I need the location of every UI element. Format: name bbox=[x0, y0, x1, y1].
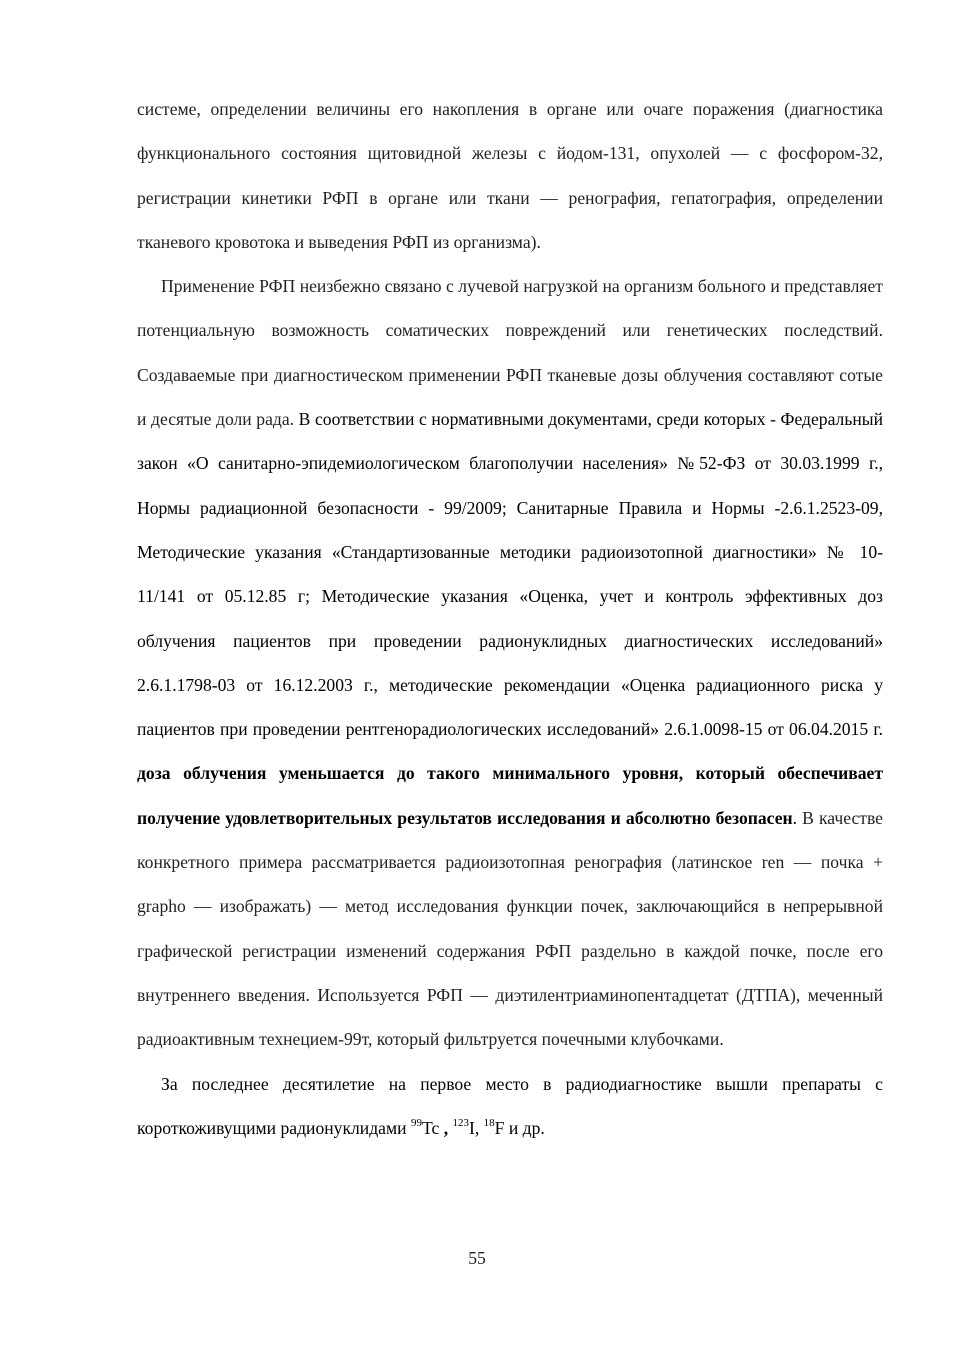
isotope-mass-i: 123 bbox=[452, 1116, 469, 1129]
element-f: F и др. bbox=[494, 1117, 545, 1138]
paragraph-text-intro: Применение РФП неизбежно связано с лучевой нагрузкой на организм больного и представляет потенциальную возможность соматических повреждений или генетических последствий. Создаваемые при диагностическом применении РФП тканевые дозы облучения составляют сотые и десятые доли рада. bbox=[137, 276, 883, 430]
isotope-mass-tc: 99 bbox=[410, 1116, 422, 1129]
paragraph-continuation: системе, определении величины его накопления в органе или очаге поражения (диагностика функционального состояния щитовидной железы с йодом-131, опухолей — с фосфором-32, регистрации кинетики РФП в органе или ткани — ренография, гепатография, определении тканевого кровотока и выведения РФП из организма). bbox=[137, 99, 883, 252]
paragraph-radionuclides bbox=[137, 1062, 883, 1151]
paragraph-text-renography: В качестве конкретного примера рассматривается радиоизотопная ренография (латинское ren — почка + grapho — изображать) — метод исследования функции почек, заключающийся в непрерывной графической регистрации изменений содержания РФП раздельно в каждой почке, после его внутреннего введения. Используется РФП — диэтилентриаминопентадцетат (ДТПА), меченный радиоактивным технецием-99т, который фильтруется почечными клубочками. bbox=[137, 807, 883, 1050]
element-tc: Tc bbox=[421, 1117, 440, 1138]
paragraph-text-dot: . bbox=[792, 807, 798, 828]
isotope-mass-f: 18 bbox=[483, 1116, 495, 1129]
element-i: I, bbox=[469, 1117, 480, 1138]
paragraph-text-regulations: В соответствии с нормативными документами, среди которых - Федеральный закон «О санитарно-эпидемиологическом благополучии населения» №52-ФЗ от 30.03.1999 г., Нормы радиационной безопасности - 99/2009; Санитарные Правила и Нормы -2.6.1.2523-09, Методические указания «Стандартизованные методики радиоизотопной диагностики» № 10-11/141 от 05.12.85 г; Методические указания «Оценка, учет и контроль эффективных доз облучения пациентов при проведении радионуклидных диагностических исследований» 2.6.1.1798-03 от 16.12.2003 г., методические рекомендации «Оценка радиационного риска у пациентов при проведении рентгенорадиологических исследований» 2.6.1.0098-15 от 06.04.2015 г. bbox=[137, 409, 883, 740]
paragraph-text-radionuclides: За последнее десятилетие на первое место в радиодиагностике вышли препараты с короткоживущими радионуклидами bbox=[137, 1073, 883, 1138]
paragraph-radiation-dose bbox=[137, 264, 883, 1061]
paragraph-text-bold-conclusion: доза облучения уменьшается до такого минимального уровня, который обеспечивает получение удовлетворительных результатов исследования и абсолютно безопасен bbox=[137, 763, 883, 828]
separator-comma: , bbox=[443, 1117, 449, 1138]
body-text bbox=[137, 87, 883, 1150]
page-number: 55 bbox=[468, 1248, 486, 1268]
